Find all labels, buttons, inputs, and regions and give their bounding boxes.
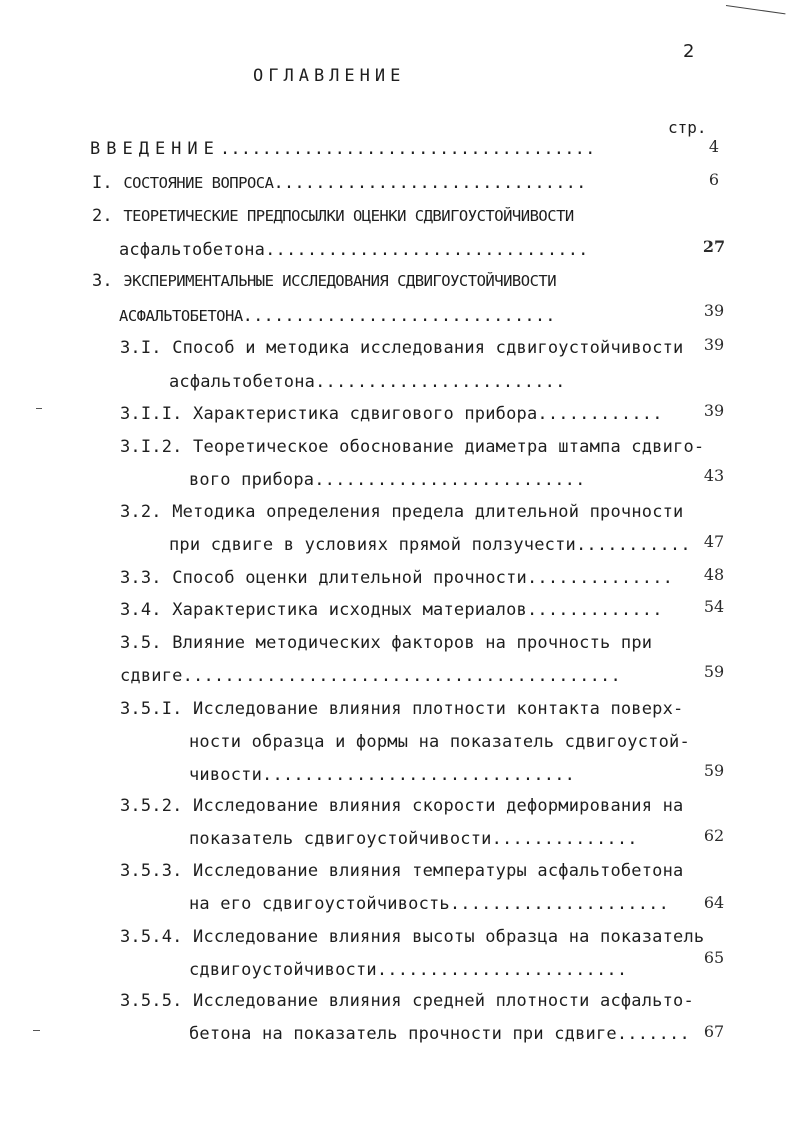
toc-entry-title-cont: асфальтобетона xyxy=(119,240,266,260)
toc-entry-number: 3.5.3. xyxy=(120,861,183,881)
toc-entry-title: Методика определения предела длительной прочности xyxy=(172,502,684,522)
toc-entry-3-3[interactable] xyxy=(120,568,673,588)
toc-entry-number: 3. xyxy=(92,271,113,291)
toc-entry-title: ТЕОРЕТИЧЕСКИЕ ПРЕДПОСЫЛКИ ОЦЕНКИ СДВИГОУСТОЙЧИВОСТИ xyxy=(123,207,574,225)
toc-entry-number: 2. xyxy=(92,206,113,226)
toc-entry-title: Исследование влияния высоты образца на показатель xyxy=(193,927,705,947)
toc-entry-title-cont: при сдвиге в условиях прямой ползучести xyxy=(169,535,576,555)
toc-leader-dots: .............................. xyxy=(242,306,556,326)
page-column-label: стр. xyxy=(668,118,707,137)
toc-entry-title: ЭКСПЕРИМЕНТАЛЬНЫЕ ИССЛЕДОВАНИЯ СДВИГОУСТОЙЧИВОСТИ xyxy=(123,272,557,290)
toc-leader-dots: ....... xyxy=(616,1024,690,1044)
toc-leader-dots: .............. xyxy=(526,568,674,588)
toc-page-number: 59 xyxy=(703,761,725,780)
toc-leader-dots: ........................ xyxy=(315,372,566,392)
margin-speck xyxy=(33,1030,40,1031)
toc-entry-title-cont: ности образца и формы на показатель сдвигоустой- xyxy=(189,732,690,752)
toc-entry-number: 3.5. xyxy=(120,633,162,653)
toc-entry-title-cont: АСФАЛЬТОБЕТОНА xyxy=(119,307,243,325)
toc-entry-number: 3.2. xyxy=(120,502,162,522)
toc-entry-title-cont: асфальтобетона xyxy=(169,372,316,392)
margin-mark xyxy=(726,5,786,14)
toc-entry-title-cont: сдвиге xyxy=(120,666,183,686)
toc-entry-number: 3.I.I. xyxy=(120,404,183,424)
toc-leader-dots: .............. xyxy=(491,829,638,849)
toc-page-number: 65 xyxy=(703,948,725,967)
toc-entry-3-5-4[interactable] xyxy=(120,927,704,947)
toc-entry-3-5-1-cont2[interactable] xyxy=(189,765,575,785)
toc-page-number: 47 xyxy=(703,532,725,551)
toc-entry-number: 3.3. xyxy=(120,568,162,588)
toc-page-number: 64 xyxy=(703,893,725,912)
toc-page-number: 6 xyxy=(708,170,720,189)
toc-entry-3-5[interactable] xyxy=(120,633,652,653)
toc-entry-title: Способ оценки длительной прочности xyxy=(172,568,527,588)
toc-entry-3-1-1[interactable] xyxy=(120,404,663,424)
toc-entry-1[interactable] xyxy=(92,173,587,193)
toc-entry-3-cont[interactable] xyxy=(119,306,556,326)
toc-entry-title-cont: вого прибора xyxy=(189,470,315,490)
toc-page-number: 43 xyxy=(703,466,725,485)
toc-entry-number: 3.5.2. xyxy=(120,796,183,816)
toc-leader-dots: ........................ xyxy=(376,960,628,980)
toc-entry-3[interactable] xyxy=(92,271,556,291)
toc-entry-number: 3.5.I. xyxy=(120,699,183,719)
toc-leader-dots: ............................... xyxy=(265,240,589,260)
toc-entry-title: Характеристика сдвигового прибора xyxy=(193,404,538,424)
toc-page-number: 39 xyxy=(703,401,725,420)
toc-leader-dots: ............ xyxy=(537,404,663,424)
toc-entry-title-cont: сдвигоустойчивости xyxy=(189,960,377,980)
toc-page-number: 59 xyxy=(703,662,725,681)
toc-entry-3-5-1[interactable] xyxy=(120,699,684,719)
toc-entry-3-1[interactable] xyxy=(120,338,684,358)
toc-leader-dots: ............. xyxy=(526,600,663,620)
toc-leader-dots: .......................... xyxy=(314,470,586,490)
toc-entry-number: 3.I. xyxy=(120,338,162,358)
toc-page-number: 48 xyxy=(703,565,725,584)
toc-entry-number: I. xyxy=(92,173,113,193)
toc-entry-intro[interactable] xyxy=(90,139,596,159)
toc-entry-3-5-1-cont[interactable] xyxy=(189,732,690,752)
toc-entry-3-2[interactable] xyxy=(120,502,684,522)
toc-entry-3-1-cont[interactable] xyxy=(169,372,566,392)
toc-entry-3-5-3[interactable] xyxy=(120,861,684,881)
toc-entry-title: Исследование влияния средней плотности асфальто- xyxy=(193,991,694,1011)
toc-entry-3-5-cont[interactable] xyxy=(120,666,621,686)
toc-entry-3-5-2[interactable] xyxy=(120,796,684,816)
toc-page-number: 27 xyxy=(702,237,726,256)
toc-entry-number: 3.5.4. xyxy=(120,927,183,947)
toc-page-number: 54 xyxy=(703,597,725,616)
toc-entry-3-1-2-cont[interactable] xyxy=(189,470,586,490)
toc-page-number: 62 xyxy=(703,826,725,845)
toc-entry-title: Способ и методика исследования сдвигоустойчивости xyxy=(172,338,684,358)
toc-page-number: 4 xyxy=(708,137,720,156)
toc-entry-3-4[interactable] xyxy=(120,600,663,620)
toc-page-number: 39 xyxy=(703,301,725,320)
toc-entry-3-5-3-cont[interactable] xyxy=(189,894,669,914)
toc-leader-dots: ..................... xyxy=(449,894,670,914)
toc-page-number: 67 xyxy=(703,1022,725,1041)
toc-entry-2[interactable] xyxy=(92,206,574,226)
toc-entry-title: ВВЕДЕНИЕ xyxy=(90,139,220,159)
toc-entry-title-cont: чивости xyxy=(189,765,263,785)
toc-entry-3-1-2[interactable] xyxy=(120,437,704,457)
toc-entry-number: 3.I.2. xyxy=(120,437,183,457)
toc-leader-dots: .................................... xyxy=(219,139,596,159)
page-title: ОГЛАВЛЕНИЕ xyxy=(253,66,406,86)
toc-entry-title: Теоретическое обоснование диаметра штампа сдвиго- xyxy=(193,437,705,457)
toc-entry-number: 3.5.5. xyxy=(120,991,183,1011)
toc-leader-dots: .......................................... xyxy=(182,666,621,686)
toc-entry-title-cont: бетона на показатель прочности при сдвиге xyxy=(189,1024,617,1044)
toc-entry-title: Характеристика исходных материалов xyxy=(172,600,527,620)
toc-entry-3-5-5-cont[interactable] xyxy=(189,1024,690,1044)
toc-entry-3-5-4-cont[interactable] xyxy=(189,960,627,980)
toc-entry-title: Исследование влияния температуры асфальтобетона xyxy=(193,861,684,881)
toc-entry-title-cont: на его сдвигоустойчивость xyxy=(189,894,450,914)
toc-leader-dots: .............................. xyxy=(262,765,576,785)
toc-entry-title-cont: показатель сдвигоустойчивости xyxy=(189,829,492,849)
toc-entry-title: Исследование влияния скорости деформирования на xyxy=(193,796,684,816)
toc-entry-3-5-5[interactable] xyxy=(120,991,694,1011)
toc-leader-dots: ........... xyxy=(575,535,691,555)
toc-entry-number: 3.4. xyxy=(120,600,162,620)
toc-leader-dots: .............................. xyxy=(273,173,587,193)
toc-entry-2-cont[interactable] xyxy=(119,240,589,260)
toc-entry-title: Влияние методических факторов на прочность при xyxy=(172,633,653,653)
toc-entry-title: Исследование влияния плотности контакта поверх- xyxy=(193,699,684,719)
toc-entry-3-5-2-cont[interactable] xyxy=(189,829,638,849)
margin-speck xyxy=(36,408,42,409)
toc-entry-title: СОСТОЯНИЕ ВОПРОСА xyxy=(123,174,274,192)
toc-page-number: 39 xyxy=(703,335,725,354)
toc-entry-3-2-cont[interactable] xyxy=(169,535,691,555)
page-number: 2 xyxy=(683,41,695,62)
